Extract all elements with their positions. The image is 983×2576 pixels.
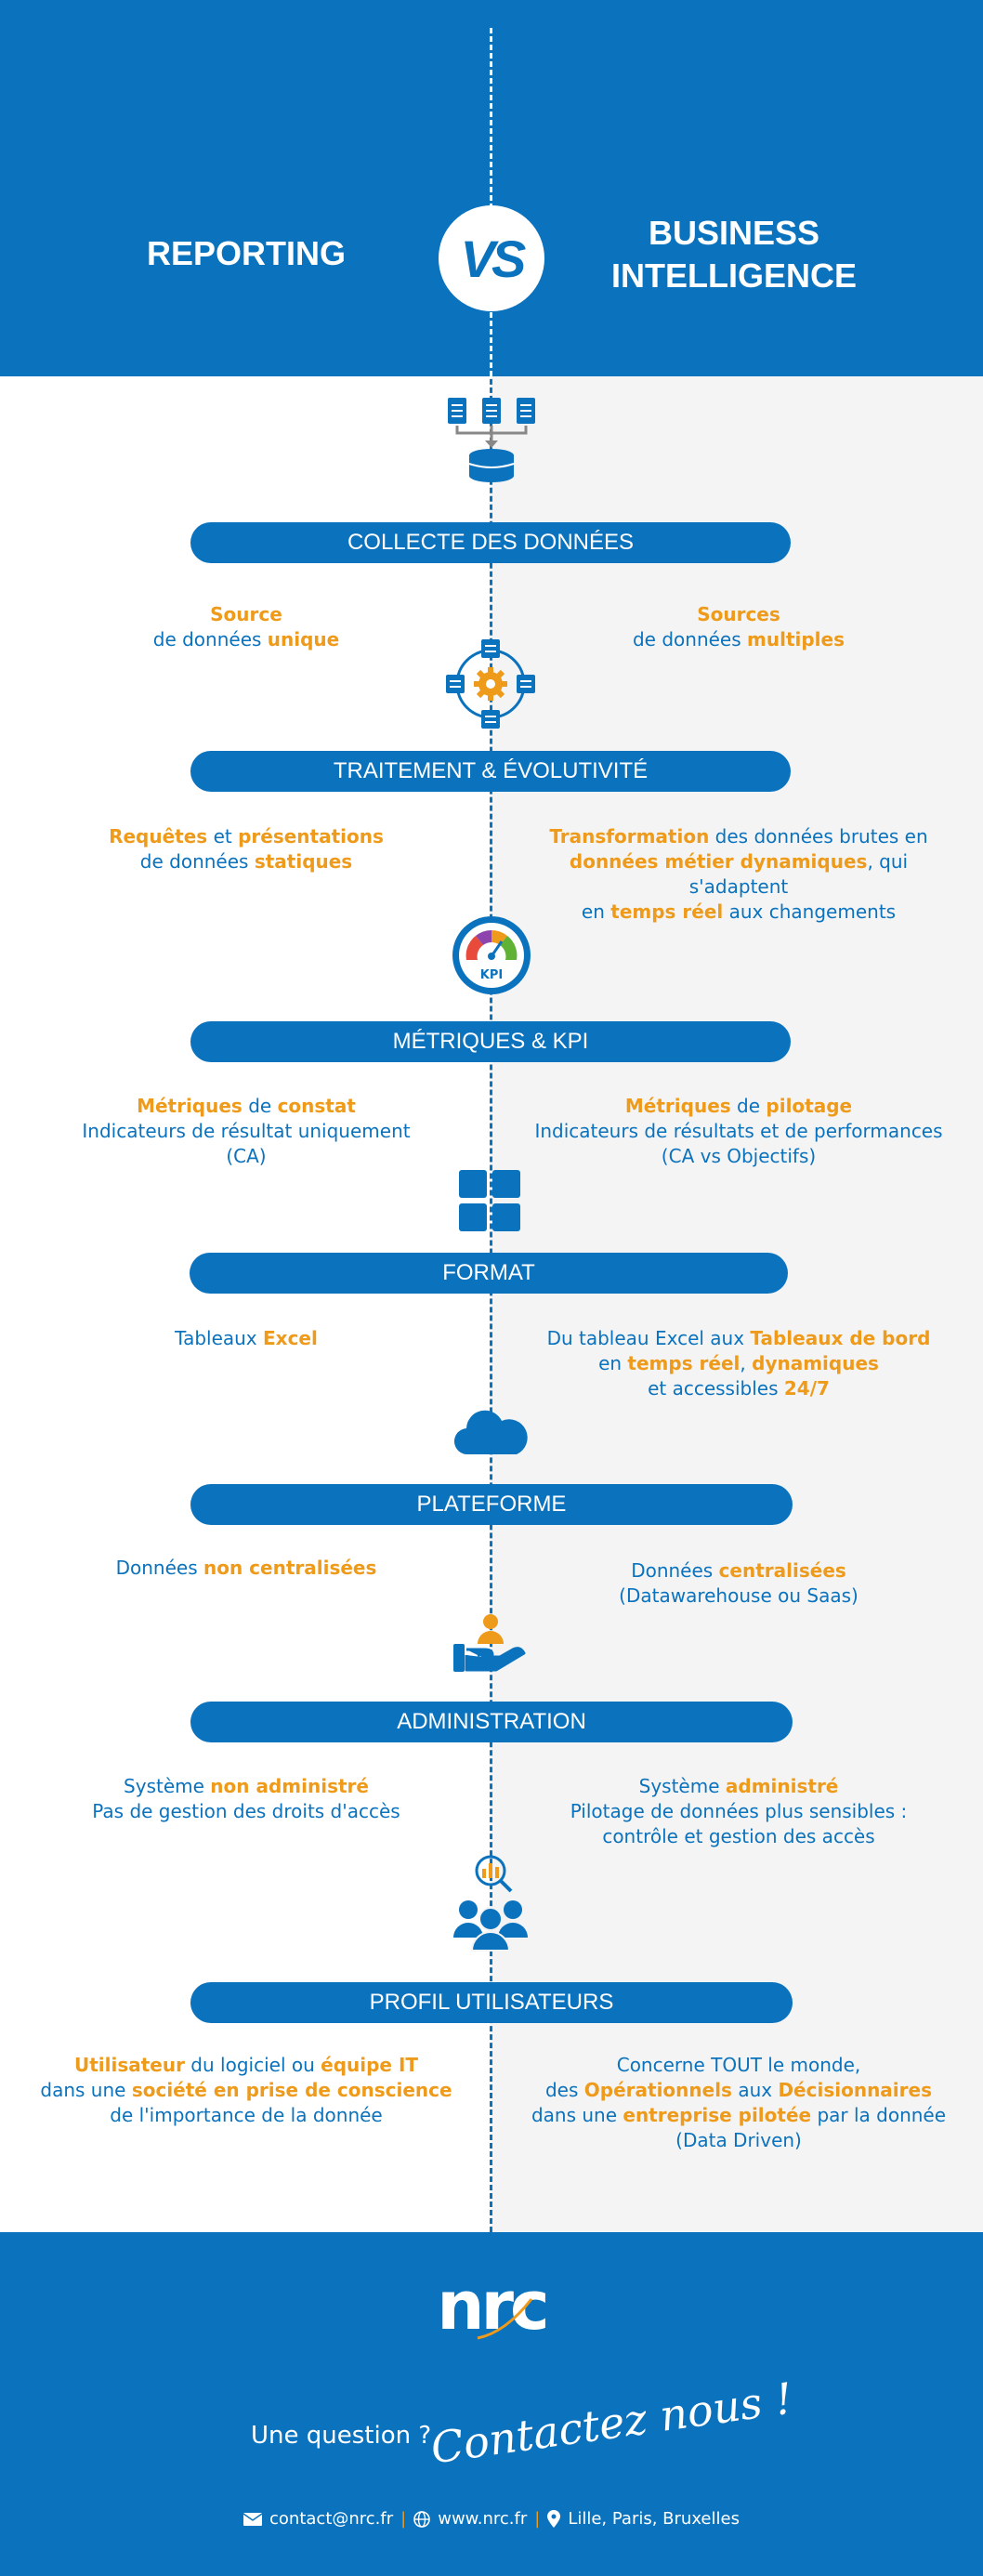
administration-left-text: Système non administré Pas de gestion des droits d'accès: [92, 1775, 400, 1822]
format-left-text: Tableaux Excel: [175, 1327, 318, 1349]
separator: |: [534, 2509, 541, 2529]
profil-left-text: Utilisateur du logiciel ou équipe IT dans une société en prise de conscience de l'importance de la donnée: [40, 2054, 452, 2126]
website-link[interactable]: www.nrc.fr: [438, 2509, 528, 2529]
separator: |: [400, 2509, 407, 2529]
nrc-logo-text: nrc: [437, 2267, 546, 2345]
plateforme-left-text: Données non centralisées: [115, 1557, 377, 1579]
format-right-text: Du tableau Excel aux Tableaux de bord en temps réel, dynamiques et accessibles 24/7: [546, 1327, 931, 1400]
administration-right-text: Système administré Pilotage de données plus sensibles : contrôle et gestion des accès: [570, 1775, 908, 1847]
locations-text: Lille, Paris, Bruxelles: [568, 2509, 740, 2529]
email-link[interactable]: contact@nrc.fr: [269, 2509, 394, 2529]
section-title-plateforme: PLATEFORME: [190, 1484, 793, 1525]
traitement-right-text: Transformation des données brutes en données métier dynamiques, qui s'adaptent en temps réel aux changements: [549, 825, 928, 923]
header-divider: [490, 28, 492, 376]
mail-icon: [243, 2513, 262, 2526]
dashboard-tiles-icon: [459, 1170, 520, 1231]
bi-title: [576, 212, 892, 297]
section-title-profil: PROFIL UTILISATEURS: [190, 1982, 793, 2023]
section-title-metriques: MÉTRIQUES & KPI: [190, 1021, 791, 1062]
admin-hand-icon: [453, 1610, 530, 1676]
users-analytics-icon: [452, 1854, 531, 1952]
collecte-right-text: Sources de données multiples: [632, 603, 845, 651]
section-title-collecte: COLLECTE DES DONNÉES: [190, 522, 791, 563]
question-text: Une question ?: [251, 2422, 432, 2450]
vs-badge: [439, 205, 544, 311]
gear-network-icon: [444, 637, 537, 730]
metriques-right-text: Métriques de pilotage Indicateurs de résultats et de performances (CA vs Objectifs): [534, 1095, 943, 1167]
vs-label: VS: [460, 229, 523, 288]
traitement-left-text: Requêtes et présentations de données statiques: [109, 825, 384, 873]
kpi-icon-label: KPI: [479, 968, 504, 982]
bi-title-line1: BUSINESS: [648, 214, 820, 252]
metriques-left-text: Métriques de constat Indicateurs de résultat uniquement (CA): [82, 1095, 411, 1167]
reporting-title: REPORTING: [146, 234, 346, 272]
kpi-gauge-icon: [450, 913, 533, 997]
profil-right-text: Concerne TOUT le monde, des Opérationnels aux Décisionnaires dans une entreprise pilotée par la donnée (Data Driven): [531, 2054, 947, 2151]
contact-us-text: Contactez nous !: [427, 2372, 796, 2474]
nrc-logo: [413, 2267, 570, 2345]
database-icon: [440, 394, 543, 487]
location-pin-icon: [547, 2510, 560, 2529]
cloud-icon: [453, 1408, 528, 1456]
globe-icon: [413, 2511, 430, 2528]
bi-title-line2: INTELLIGENCE: [610, 256, 857, 295]
plateforme-right-text: Données centralisées (Datawarehouse ou Saas): [619, 1559, 858, 1607]
contact-us-script[interactable]: [427, 2370, 796, 2474]
section-title-traitement: TRAITEMENT & ÉVOLUTIVITÉ: [190, 751, 791, 792]
contact-info: [0, 2509, 983, 2529]
section-title-format: FORMAT: [190, 1253, 788, 1294]
collecte-left-text: Source de données unique: [152, 603, 340, 651]
section-title-administration: ADMINISTRATION: [190, 1702, 793, 1742]
